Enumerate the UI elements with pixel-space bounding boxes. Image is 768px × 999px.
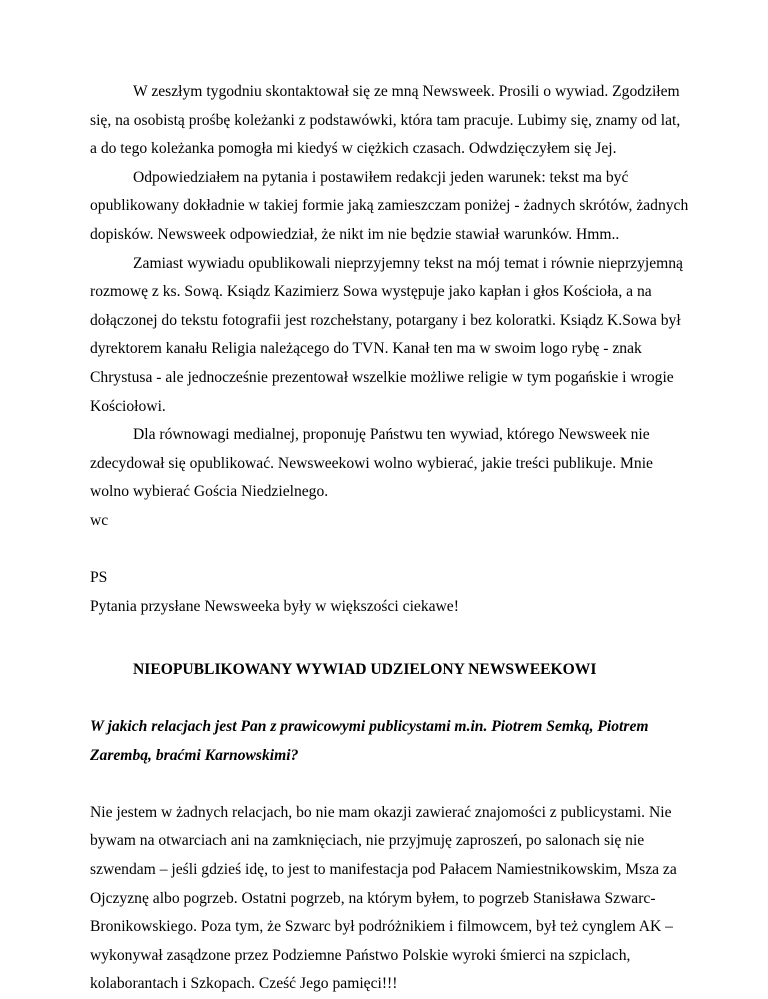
signature: wc xyxy=(90,511,109,529)
blank-line xyxy=(90,536,690,565)
interview-answer: Nie jestem w żadnych relacjach, bo nie mam okazji zawierać znajomości z publicystami. Nie bywam na otwarciach ani na zamknięciach, nie przyjmuję zaproszeń, po salonach się nie szwendam – jeśli gdzieś idę, to jest to manifestacja pod Pałacem Namiestnikowskim, Msza za Ojczyznę albo pogrzeb. Ostatni pogrzeb, na którym byłem, to pogrzeb Stanisława Szwarc-Bronikowskiego. Poza tym, że Szwarc był podróżnikiem i filmowcem, był też cynglem AK – wykonywał zasądzone przez Podziemne Państwo Polskie wyroki śmierci na szpiclach, kolaborantach i Szkopach. Cześć Jego pamięci!!! xyxy=(90,803,677,993)
blank-line xyxy=(90,621,690,650)
blank-line xyxy=(90,770,690,799)
ps-label: PS xyxy=(90,569,108,587)
intro-paragraph-4: Dla równowagi medialnej, proponuję Państwu ten wywiad, którego Newsweek nie zdecydował się opublikować. Newsweekowi wolno wybierać, jakie treści publikuje. Mnie wolno wybierać Gościa Niedzielnego. xyxy=(90,426,653,501)
intro-paragraph-3: Zamiast wywiadu opublikowali nieprzyjemny tekst na mój temat i równie nieprzyjemną rozmowę z ks. Sową. Ksiądz Kazimierz Sowa występuje jako kapłan i głos Kościoła, a na dołączonej do tekstu fotografii jest rozchełstany, potargany i bez koloratki. Ksiądz K.Sowa był dyrektorem kanału Religia należącego do TVN. Kanał ten ma w swoim logo rybę - znak Chrystusa - ale jednocześnie prezentował wszelkie możliwe religie w tym pogańskie i wrogie Kościołowi. xyxy=(90,254,683,415)
interview-question: W jakich relacjach jest Pan z prawicowymi publicystami m.in. Piotrem Semką, Piotrem Zarembą, braćmi Karnowskimi? xyxy=(90,718,649,764)
intro-paragraph-2: Odpowiedziałem na pytania i postawiłem redakcji jeden warunek: tekst ma być opublikowany dokładnie w takiej formie jaką zamieszczam poniżej - żadnych skrótów, żadnych dopisków. Newsweek odpowiedział, że nikt im nie będzie stawiał warunków. Hmm.. xyxy=(90,168,689,243)
document-page xyxy=(90,78,690,999)
intro-paragraph-1: W zeszłym tygodniu skontaktował się ze mną Newsweek. Prosili o wywiad. Zgodziłem się, na osobistą prośbę koleżanki z podstawówki, która tam pracuje. Lubimy się, znamy od lat, a do tego koleżanka pomogła mi kiedyś w ciężkich czasach. Odwdzięczyłem się Jej. xyxy=(90,83,681,158)
interview-heading: NIEOPUBLIKOWANY WYWIAD UDZIELONY NEWSWEEKOWI xyxy=(133,660,597,678)
ps-text: Pytania przysłane Newsweeka były w większości ciekawe! xyxy=(90,597,459,615)
blank-line xyxy=(90,684,690,713)
